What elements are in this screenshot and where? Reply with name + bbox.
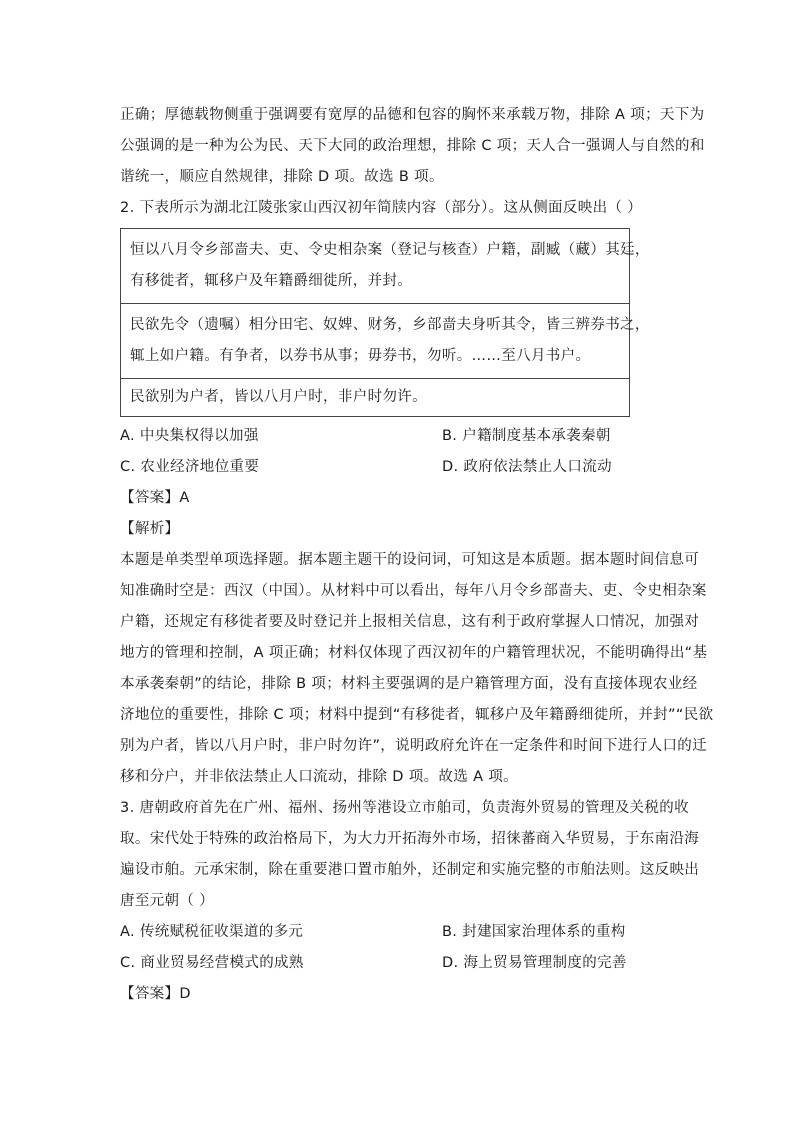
table-row [121,378,629,416]
options-row [120,917,680,948]
option-d: D. 政府依法禁止人口流动 [442,459,612,475]
table-row [121,303,650,378]
table-cell-line: 有移徙者，辄移户及年籍爵细徙所，并封。 [130,273,413,289]
text-line: 谐统一，顺应自然规律，排除 D 项。故选 B 项。 [120,169,444,185]
options-row [120,452,680,483]
question-stem: 取。宋代处于特殊的政治格局下，为大力开拓海外市场，招徕蕃商入华贸易，于东南沿海 [120,831,700,847]
question-3 [120,793,700,1010]
option-d: D. 海上贸易管理制度的完善 [442,955,627,971]
option-c: C. 商业贸易经营模式的成熟 [120,955,304,971]
text-line: 公强调的是一种为公为民、天下大同的政治理想，排除 C 项；天人合一强调人与自然的和 [120,138,705,154]
table-cell-line: 恒以八月令乡部啬夫、吏、令史相杂案（登记与核查）户籍，副臧（藏）其廷， [130,242,650,258]
table-cell-line: 民欲别为户者，皆以八月户时，非户时勿许。 [130,389,427,405]
source-table [120,228,650,417]
answer-label: 【答案】D [120,986,191,1002]
option-b: B. 封建国家治理体系的重构 [442,924,626,940]
question-stem: 唐至元朝（ ） [120,893,215,909]
intro-paragraph [120,100,705,193]
text-line: 知准确时空是：西汉（中国）。从材料中可以看出，每年八月令乡部啬夫、吏、令史相杂案 [120,583,707,599]
document-page [120,100,714,1010]
text-line: 户籍，还规定有移徙者要及时登记并上报相关信息，这有利于政府掌握人口情况，加强对 [120,614,700,630]
text-line: 本题是单类型单项选择题。据本题主题干的设问词，可知这是本质题。据本题时间信息可 [120,552,700,568]
text-line: 济地位的重要性，排除 C 项；材料中提到“有移徙者，辄移户及年籍爵细徙所，并封”“民欲 [120,707,714,723]
options-row [120,948,680,979]
question-stem: 2. 下表所示为湖北江陵张家山西汉初年简牍内容（部分）。这从侧面反映出（ ） [120,200,643,216]
option-b: B. 户籍制度基本承袭秦朝 [442,428,611,444]
option-a: A. 中央集权得以加强 [120,428,259,444]
table-row [121,229,650,303]
question-stem: 3. 唐朝政府首先在广州、福州、扬州等港设立市舶司，负责海外贸易的管理及关税的收 [120,800,689,816]
analysis-label: 【解析】 [120,521,180,537]
table-cell-line: 辄上如户籍。有争者，以券书从事；毋券书，勿听。……至八月书户。 [130,348,591,364]
text-line: 别为户者，皆以八月户时，非户时勿许”，说明政府允许在一定条件和时间下进行人口的迁 [120,738,708,754]
answer-label: 【答案】A [120,490,190,506]
option-a: A. 传统赋税征收渠道的多元 [120,924,304,940]
table-cell-line: 民欲先令（遗嘱）相分田宅、奴婢、财务，乡部啬夫身听其令，皆三辨券书之， [130,317,650,333]
text-line: 移和分户，并非依法禁止人口流动，排除 D 项。故选 A 项。 [120,769,519,785]
text-line: 地方的管理和控制，A 项正确；材料仅体现了西汉初年的户籍管理状况，不能明确得出“基 [120,645,708,661]
text-line: 本承袭秦朝”的结论，排除 B 项；材料主要强调的是户籍管理方面，没有直接体现农业经 [120,676,698,692]
question-stem: 遍设市舶。元承宋制，除在重要港口置市舶外，还制定和实施完整的市舶法则。这反映出 [120,862,700,878]
option-c: C. 农业经济地位重要 [120,459,260,475]
text-line: 正确；厚德载物侧重于强调要有宽厚的品德和包容的胸怀来承载万物，排除 A 项；天下为 [120,107,705,123]
question-2 [120,193,714,793]
options-row [120,421,680,452]
analysis-paragraph [120,545,714,793]
